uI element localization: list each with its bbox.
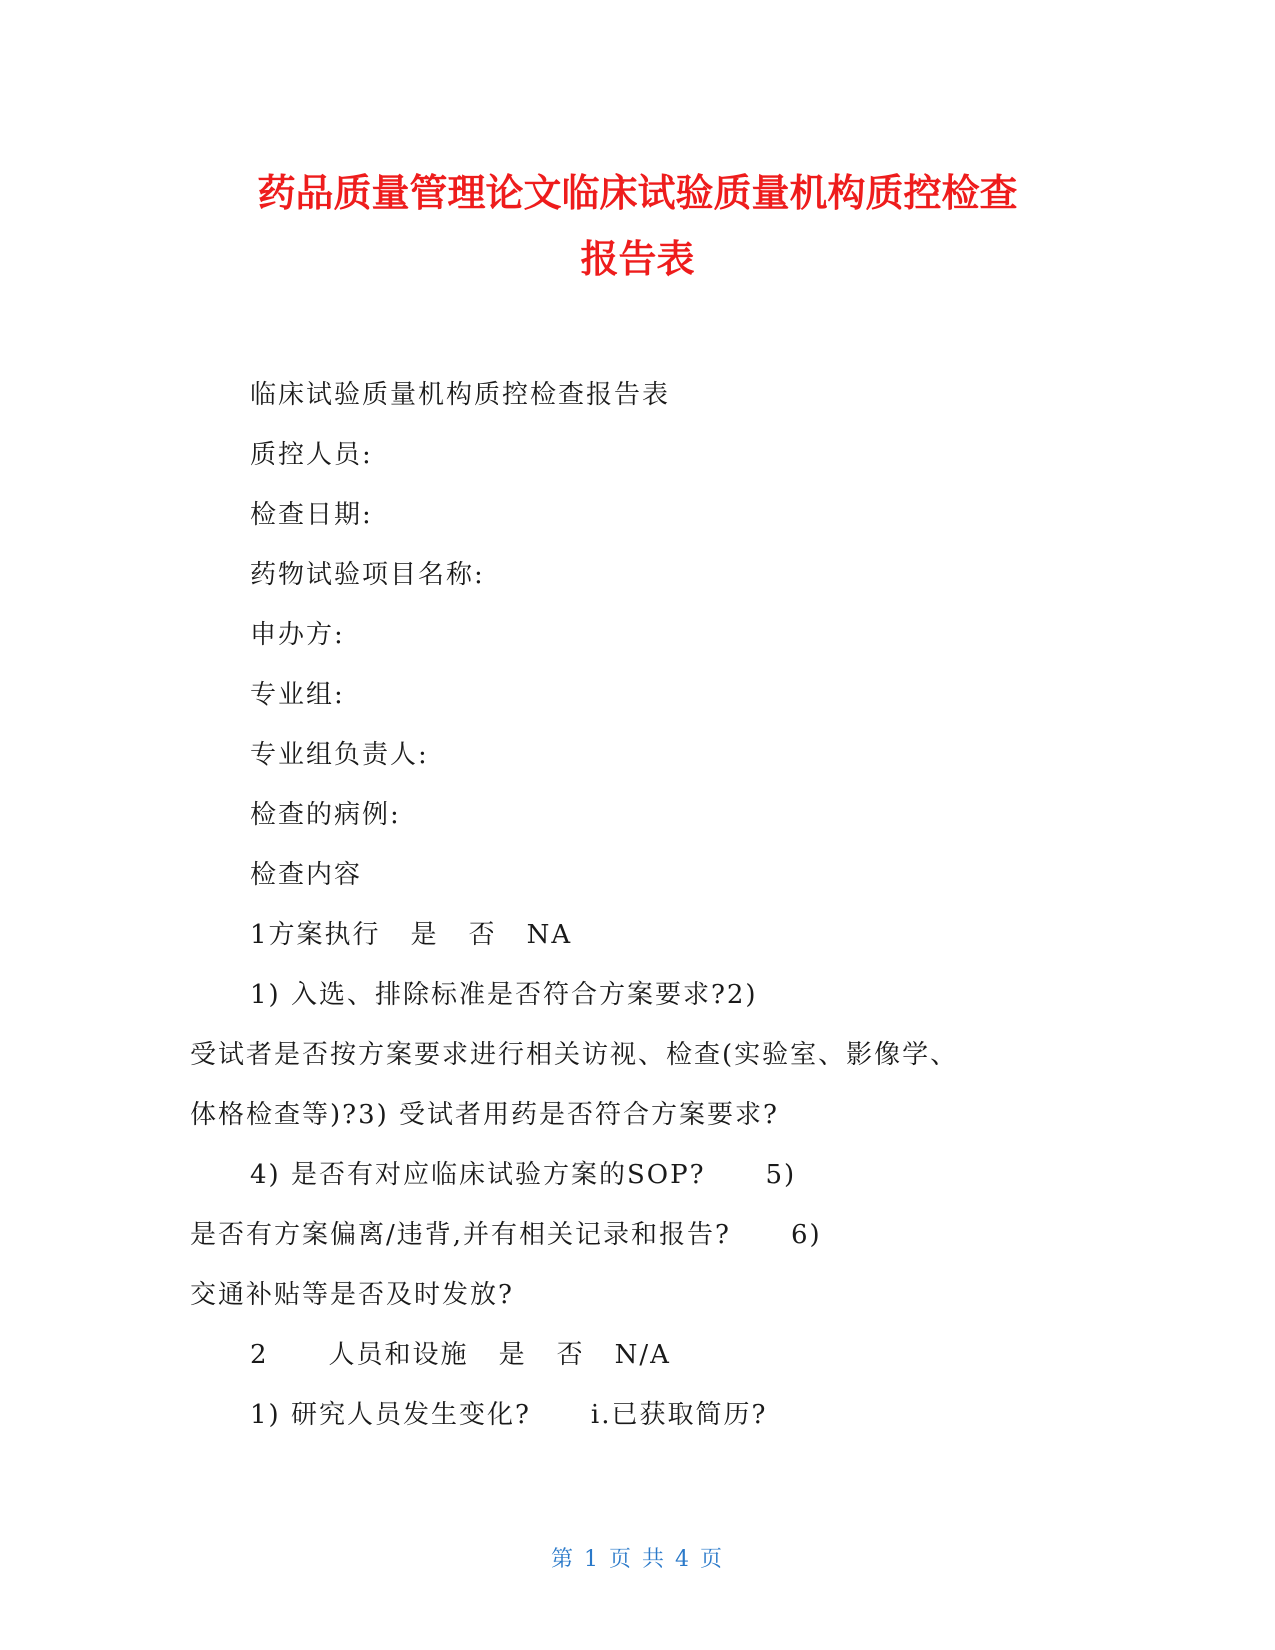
document-title xyxy=(150,160,1125,292)
section-1-line-d xyxy=(190,1145,1070,1205)
section-2-heading xyxy=(190,1325,1070,1385)
sponsor-field: 申办方: xyxy=(250,620,345,650)
specialty-group-field: 专业组: xyxy=(250,680,345,710)
item-4-text: 4) 是否有对应临床试验方案的SOP? xyxy=(250,1160,706,1190)
trial-name-field: 药物试验项目名称: xyxy=(250,560,485,590)
section-1-line-e xyxy=(190,1205,1070,1265)
section-1-heading xyxy=(190,905,1070,965)
cases-checked-field: 检查的病例: xyxy=(250,800,401,830)
content-heading: 检查内容 xyxy=(250,860,363,890)
section-2-title: 人员和设施 xyxy=(328,1340,469,1370)
section-1-title: 1方案执行 xyxy=(250,920,381,950)
item-5-text: 是否有方案偏离/违背,并有相关记录和报告? xyxy=(190,1220,731,1250)
section-2-no: 否 xyxy=(556,1340,585,1370)
section-2-yes: 是 xyxy=(498,1340,527,1370)
document-body xyxy=(190,365,1070,1445)
section-1-no: 否 xyxy=(468,920,497,950)
qc-staff-field: 质控人员: xyxy=(250,440,373,470)
section-1-line-b: 受试者是否按方案要求进行相关访视、检查(实验室、影像学、 xyxy=(190,1040,959,1070)
item-5-number: 5) xyxy=(765,1160,797,1190)
inspection-date-field: 检查日期: xyxy=(250,500,373,530)
section-1-na: NA xyxy=(526,920,573,950)
section-1-line-a: 1) 入选、排除标准是否符合方案要求?2) xyxy=(250,980,758,1010)
section-2-na: N/A xyxy=(614,1340,671,1370)
section-2-number: 2 xyxy=(250,1340,269,1370)
title-line-2: 报告表 xyxy=(580,237,695,281)
item-2-1-sub: i.已获取简历? xyxy=(590,1400,768,1430)
form-heading: 临床试验质量机构质控检查报告表 xyxy=(250,380,671,410)
section-2-line-a xyxy=(190,1385,1070,1445)
section-1-line-c: 体格检查等)?3) 受试者用药是否符合方案要求? xyxy=(190,1100,779,1130)
page-number: 第 1 页 共 4 页 xyxy=(551,1547,724,1572)
title-line-1: 药品质量管理论文临床试验质量机构质控检查 xyxy=(257,171,1018,215)
item-6-number: 6) xyxy=(790,1220,822,1250)
section-1-line-f: 交通补贴等是否及时发放? xyxy=(190,1280,514,1310)
group-leader-field: 专业组负责人: xyxy=(250,740,429,770)
item-2-1-text: 1) 研究人员发生变化? xyxy=(250,1400,531,1430)
section-1-yes: 是 xyxy=(410,920,439,950)
